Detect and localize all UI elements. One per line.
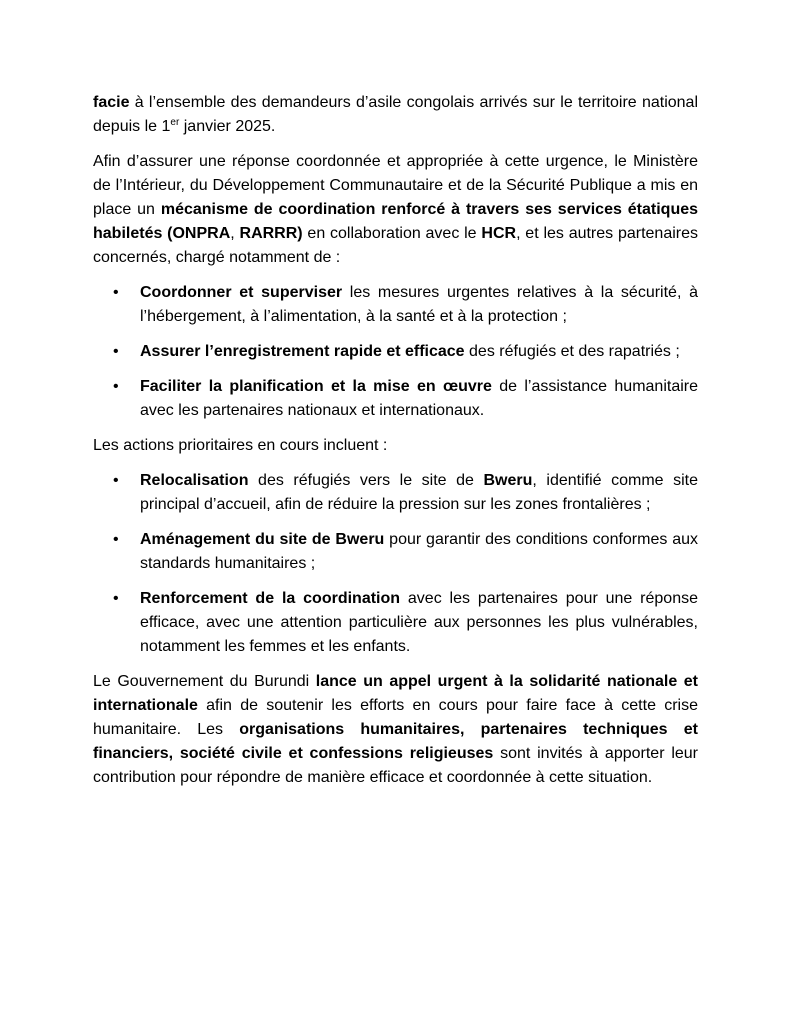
- text-run: en collaboration avec le: [302, 225, 482, 242]
- bullet-icon: •: [113, 284, 119, 301]
- text-run: sont invités à apporter leur contribution pour répondre de manière efficace et coordonnée à cette situation.: [93, 745, 698, 786]
- text-run: , et les autres partenaires concernés, chargé notamment de :: [93, 225, 699, 266]
- paragraph-intro: [93, 91, 698, 139]
- text-run: ,: [230, 225, 240, 242]
- list-item: [93, 281, 698, 329]
- text-run: afin de soutenir les efforts en cours pour faire face à cette crise humanitaire. Les: [93, 697, 698, 738]
- text-run: Afin d’assurer une réponse coordonnée et appropriée à cette urgence, le Ministère de l’Intérieur, du Développement Communautaire et de la Sécurité Publique a mis en place un: [93, 153, 698, 218]
- list-item: [93, 469, 698, 517]
- text-run: à l’ensemble des demandeurs d’asile congolais arrivés sur le territoire national depuis le 1: [93, 94, 698, 135]
- bullet-icon: •: [113, 378, 119, 395]
- bullet-icon: •: [113, 531, 119, 548]
- bullet-icon: •: [113, 590, 119, 607]
- bold-text: Assurer l’enregistrement rapide et efficace: [140, 343, 465, 360]
- text-run: pour garantir des conditions conformes aux standards humanitaires ;: [140, 531, 699, 572]
- bold-text: Relocalisation: [140, 472, 249, 489]
- actions-list: [93, 469, 698, 659]
- ordinal-superscript: er: [170, 117, 180, 128]
- list-item: [93, 340, 698, 364]
- bold-text: mécanisme de coordination renforcé à travers ses services étatiques habiletés (ONPRA: [93, 201, 699, 242]
- bold-text: organisations humanitaires, partenaires techniques et financiers, société civile et confessions religieuses: [93, 721, 698, 762]
- text-run: de l’assistance humanitaire avec les partenaires nationaux et internationaux.: [140, 378, 698, 419]
- document-body: [93, 91, 698, 801]
- text-run: avec les partenaires pour une réponse efficace, avec une attention particulière aux personnes les plus vulnérables, notamment les femmes et les enfants.: [140, 590, 699, 655]
- text-run: janvier 2025.: [179, 118, 276, 135]
- bold-text: lance un appel urgent à la solidarité nationale et internationale: [93, 673, 698, 714]
- paragraph-actions-intro: Les actions prioritaires en cours incluent :: [93, 437, 388, 454]
- bold-text: Bweru: [483, 472, 533, 489]
- text-run: Le Gouvernement du Burundi: [93, 673, 316, 690]
- list-item: [93, 375, 698, 423]
- bold-text: facie: [93, 94, 130, 111]
- bold-text: Aménagement du site de Bweru: [140, 531, 385, 548]
- bullet-icon: •: [113, 472, 119, 489]
- bullet-icon: •: [113, 343, 119, 360]
- bold-text: Faciliter la planification et la mise en œuvre: [140, 378, 492, 395]
- text-run: des réfugiés et des rapatriés ;: [464, 343, 680, 360]
- text-run: , identifié comme site principal d’accueil, afin de réduire la pression sur les zones frontalières ;: [140, 472, 699, 513]
- text-run: des réfugiés vers le site de: [248, 472, 484, 489]
- paragraph-coordination: [93, 150, 698, 270]
- paragraph-appeal: [93, 670, 698, 790]
- bold-text: RARRR): [239, 225, 303, 242]
- bold-text: Coordonner et superviser: [140, 284, 343, 301]
- bold-text: HCR: [481, 225, 517, 242]
- mandate-list: [93, 281, 698, 423]
- list-item: [93, 587, 698, 659]
- bold-text: Renforcement de la coordination: [140, 590, 401, 607]
- text-run: les mesures urgentes relatives à la sécurité, à l’hébergement, à l’alimentation, à la santé et à la protection ;: [140, 284, 698, 325]
- list-item: [93, 528, 698, 576]
